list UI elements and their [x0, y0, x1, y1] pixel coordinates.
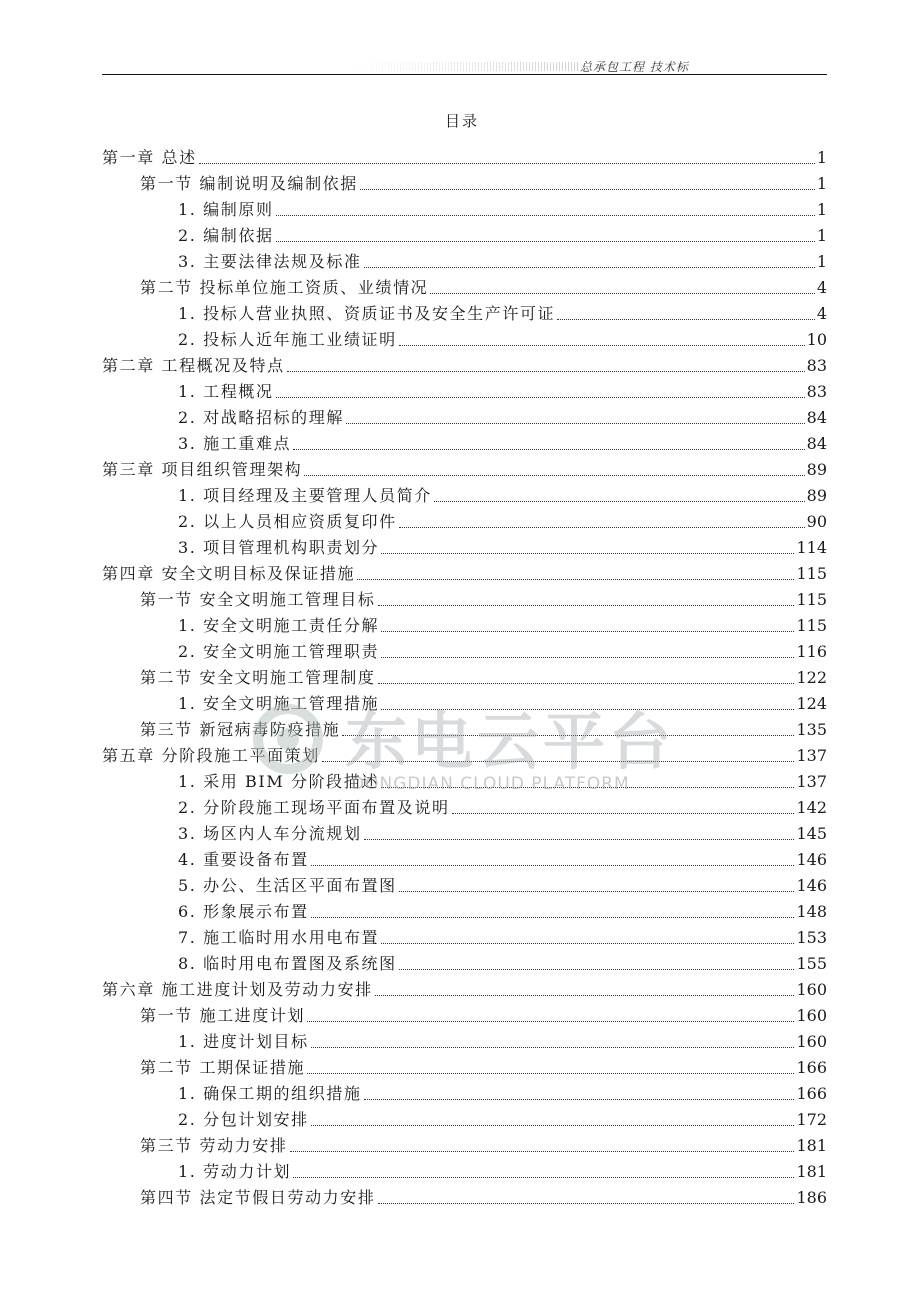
- toc-entry-page: 83: [806, 356, 827, 375]
- toc-entry-label: 1. 确保工期的组织措施: [178, 1084, 362, 1103]
- toc-entry-page: 1: [816, 252, 827, 271]
- toc-entry-page: 89: [806, 486, 827, 505]
- toc-entry-label: 3. 施工重难点: [178, 434, 292, 453]
- toc-entry[interactable]: [102, 740, 827, 766]
- toc-entry-leader: [199, 163, 815, 164]
- toc-entry-label: 2. 编制依据: [178, 226, 274, 245]
- toc-entry-page: 153: [796, 928, 827, 947]
- toc-entry-page: 160: [796, 1006, 827, 1025]
- toc-entry-leader: [399, 527, 805, 528]
- toc-entry-label: 8. 临时用电布置图及系统图: [178, 954, 397, 973]
- toc-entry-leader: [304, 475, 804, 476]
- running-header: [102, 58, 827, 76]
- toc-entry[interactable]: [102, 1130, 827, 1156]
- toc-entry-page: 1: [816, 148, 827, 167]
- toc-entry-label: 1. 工程概况: [178, 382, 274, 401]
- toc-entry-page: 84: [806, 434, 827, 453]
- toc-entry-leader: [311, 917, 795, 918]
- toc-entry-leader: [452, 813, 795, 814]
- toc-entry-leader: [360, 189, 815, 190]
- toc-entry[interactable]: [102, 766, 827, 792]
- toc-entry[interactable]: [102, 454, 827, 480]
- toc-entry-page: 146: [796, 876, 827, 895]
- toc-entry-leader: [293, 1177, 794, 1178]
- toc-entry[interactable]: [102, 324, 827, 350]
- header-title: 总承包工程 技术标: [580, 60, 689, 74]
- toc-entry-page: 181: [796, 1136, 827, 1155]
- toc-entry-label: 6. 形象展示布置: [178, 902, 309, 921]
- toc-entry-label: 7. 施工临时用水用电布置: [178, 928, 380, 947]
- toc-entry-label: 2. 对战略招标的理解: [178, 408, 344, 427]
- toc-entry-page: 83: [806, 382, 827, 401]
- toc-entry-leader: [311, 865, 795, 866]
- toc-entry-leader: [381, 943, 794, 944]
- toc-entry-label: 2. 投标人近年施工业绩证明: [178, 330, 397, 349]
- toc-entry-leader: [381, 709, 794, 710]
- toc-entry-label: 4. 重要设备布置: [178, 850, 309, 869]
- toc-entry[interactable]: [102, 246, 827, 272]
- header-decoration: [352, 62, 580, 71]
- toc-entry[interactable]: [102, 818, 827, 844]
- toc-entry-page: 172: [796, 1110, 827, 1129]
- toc-entry-page: 186: [796, 1188, 827, 1207]
- toc-entry[interactable]: [102, 272, 827, 298]
- toc-entry-leader: [364, 839, 795, 840]
- toc-entry-page: 160: [796, 1032, 827, 1051]
- toc-entry-leader: [293, 449, 804, 450]
- toc-entry-leader: [378, 1203, 795, 1204]
- toc-entry[interactable]: [102, 584, 827, 610]
- toc-entry-label: 第四节 法定节假日劳动力安排: [140, 1188, 376, 1207]
- toc-entry[interactable]: [102, 1000, 827, 1026]
- toc-entry-leader: [381, 631, 794, 632]
- toc-entry[interactable]: [102, 870, 827, 896]
- toc-entry-page: 115: [796, 564, 827, 583]
- toc-entry-label: 第三节 劳动力安排: [140, 1136, 288, 1155]
- toc-entry-page: 155: [796, 954, 827, 973]
- toc-entry-leader: [290, 1151, 795, 1152]
- toc-entry-label: 1. 投标人营业执照、资质证书及安全生产许可证: [178, 304, 556, 323]
- toc-entry-page: 1: [816, 200, 827, 219]
- toc-entry-label: 第四章 安全文明目标及保证措施: [102, 564, 356, 583]
- toc-entry-label: 3. 场区内人车分流规划: [178, 824, 362, 843]
- toc-entry-leader: [287, 371, 805, 372]
- toc-entry-page: 115: [796, 590, 827, 609]
- toc-entry-leader: [399, 891, 795, 892]
- toc-entry-leader: [434, 501, 805, 502]
- toc-title: 目录: [444, 112, 479, 130]
- toc-entry-leader: [311, 1125, 795, 1126]
- toc-entry-leader: [381, 787, 794, 788]
- toc-entry[interactable]: [102, 298, 827, 324]
- toc-entry-label: 1. 编制原则: [178, 200, 274, 219]
- toc-entry[interactable]: [102, 376, 827, 402]
- toc-entry[interactable]: [102, 1182, 827, 1208]
- toc-entry-page: 4: [816, 278, 827, 297]
- toc-entry-label: 1. 劳动力计划: [178, 1162, 292, 1181]
- toc-entry-page: 166: [796, 1058, 827, 1077]
- toc-entry[interactable]: [102, 220, 827, 246]
- toc-entry-label: 第二节 工期保证措施: [140, 1058, 306, 1077]
- toc-entry-label: 第二节 投标单位施工资质、业绩情况: [140, 278, 429, 297]
- toc-entry-page: 90: [806, 512, 827, 531]
- toc-entry-leader: [276, 241, 815, 242]
- toc-entry-label: 第三节 新冠病毒防疫措施: [140, 720, 341, 739]
- toc-entry-page: 84: [806, 408, 827, 427]
- toc-entry[interactable]: [102, 194, 827, 220]
- toc-entry-page: 166: [796, 1084, 827, 1103]
- toc-entry-page: 114: [796, 538, 827, 557]
- toc-entry-label: 第六章 施工进度计划及劳动力安排: [102, 980, 373, 999]
- toc-entry[interactable]: [102, 142, 827, 168]
- toc-entry-page: 148: [796, 902, 827, 921]
- toc-entry[interactable]: [102, 662, 827, 688]
- toc-entry-page: 1: [816, 174, 827, 193]
- toc-entry-leader: [364, 1099, 795, 1100]
- toc-entry-page: 116: [796, 642, 827, 661]
- toc-entry-leader: [430, 293, 815, 294]
- toc-entry-leader: [357, 579, 794, 580]
- toc-entry-page: 146: [796, 850, 827, 869]
- toc-entry[interactable]: [102, 402, 827, 428]
- toc-entry-label: 2. 安全文明施工管理职责: [178, 642, 380, 661]
- toc-entry-page: 137: [796, 746, 827, 765]
- toc-entry[interactable]: [102, 1078, 827, 1104]
- toc-entry-leader: [311, 1047, 795, 1048]
- toc-entry[interactable]: [102, 636, 827, 662]
- toc-entry-leader: [322, 761, 795, 762]
- toc-entry[interactable]: [102, 1052, 827, 1078]
- toc-entry-leader: [378, 605, 795, 606]
- toc-entry-leader: [378, 683, 795, 684]
- toc-entry[interactable]: [102, 792, 827, 818]
- toc-entry-page: 124: [796, 694, 827, 713]
- toc-entry-label: 2. 分包计划安排: [178, 1110, 309, 1129]
- toc-entry-leader: [364, 267, 815, 268]
- toc-entry[interactable]: [102, 168, 827, 194]
- toc-entry-label: 3. 项目管理机构职责划分: [178, 538, 380, 557]
- toc-entry-page: 10: [806, 330, 827, 349]
- toc-entry[interactable]: [102, 974, 827, 1000]
- toc-entry[interactable]: [102, 688, 827, 714]
- toc-entry[interactable]: [102, 558, 827, 584]
- toc-entry-leader: [276, 397, 805, 398]
- toc-entry[interactable]: [102, 532, 827, 558]
- toc-entry-leader: [381, 657, 794, 658]
- toc-entry[interactable]: [102, 1026, 827, 1052]
- toc-entry-label: 第二章 工程概况及特点: [102, 356, 285, 375]
- toc-entry-leader: [342, 735, 794, 736]
- toc-entry-label: 第三章 项目组织管理架构: [102, 460, 303, 479]
- toc-entry-leader: [346, 423, 805, 424]
- toc-entry-label: 第一章 总述: [102, 148, 197, 167]
- toc-entry-label: 2. 以上人员相应资质复印件: [178, 512, 397, 531]
- toc-entry-leader: [276, 215, 815, 216]
- watermark-en-text: DONGDIAN CLOUD PLATFORM: [351, 774, 630, 794]
- toc-entry-leader: [399, 969, 795, 970]
- toc-entry-leader: [307, 1073, 794, 1074]
- toc-entry-page: 137: [796, 772, 827, 791]
- toc-entry[interactable]: [102, 350, 827, 376]
- toc-entry-label: 第五章 分阶段施工平面策划: [102, 746, 320, 765]
- toc-entry[interactable]: [102, 896, 827, 922]
- toc-entry-label: 1. 安全文明施工管理措施: [178, 694, 380, 713]
- toc-entry[interactable]: [102, 480, 827, 506]
- toc-entry-leader: [375, 995, 795, 996]
- toc-entry-page: 1: [816, 226, 827, 245]
- toc-entry-page: 115: [796, 616, 827, 635]
- toc-entry[interactable]: [102, 610, 827, 636]
- toc-entry-label: 第二节 安全文明施工管理制度: [140, 668, 376, 687]
- toc-entry-label: 5. 办公、生活区平面布置图: [178, 876, 397, 895]
- watermark-cn-text: 东电云平台: [345, 705, 676, 778]
- toc-entry-page: 122: [796, 668, 827, 687]
- toc-entry-leader: [307, 1021, 794, 1022]
- toc-entry-label: 1. 进度计划目标: [178, 1032, 309, 1051]
- toc-entry-page: 135: [796, 720, 827, 739]
- toc-entry[interactable]: [102, 948, 827, 974]
- toc-entry-leader: [557, 319, 815, 320]
- toc-entry-label: 第一节 施工进度计划: [140, 1006, 306, 1025]
- toc-entry-label: 3. 主要法律法规及标准: [178, 252, 362, 271]
- toc-entry[interactable]: [102, 1156, 827, 1182]
- toc-entry-label: 1. 采用 BIM 分阶段描述: [178, 772, 379, 791]
- toc-entry-page: 89: [806, 460, 827, 479]
- toc-entry[interactable]: [102, 1104, 827, 1130]
- toc-entry[interactable]: [102, 922, 827, 948]
- toc-entry-label: 2. 分阶段施工现场平面布置及说明: [178, 798, 450, 817]
- toc-entry-page: 4: [816, 304, 827, 323]
- table-of-contents: [102, 142, 827, 1208]
- toc-entry-leader: [381, 553, 794, 554]
- toc-entry-page: 181: [796, 1162, 827, 1181]
- toc-entry-leader: [399, 345, 805, 346]
- header-rule: [102, 74, 827, 75]
- toc-entry-label: 第一节 安全文明施工管理目标: [140, 590, 376, 609]
- toc-entry-label: 1. 安全文明施工责任分解: [178, 616, 380, 635]
- toc-entry-page: 160: [796, 980, 827, 999]
- toc-entry-label: 1. 项目经理及主要管理人员简介: [178, 486, 432, 505]
- toc-entry[interactable]: [102, 714, 827, 740]
- toc-entry-page: 145: [796, 824, 827, 843]
- toc-entry[interactable]: [102, 844, 827, 870]
- toc-entry-page: 142: [796, 798, 827, 817]
- toc-entry[interactable]: [102, 506, 827, 532]
- toc-entry-label: 第一节 编制说明及编制依据: [140, 174, 358, 193]
- toc-entry[interactable]: [102, 428, 827, 454]
